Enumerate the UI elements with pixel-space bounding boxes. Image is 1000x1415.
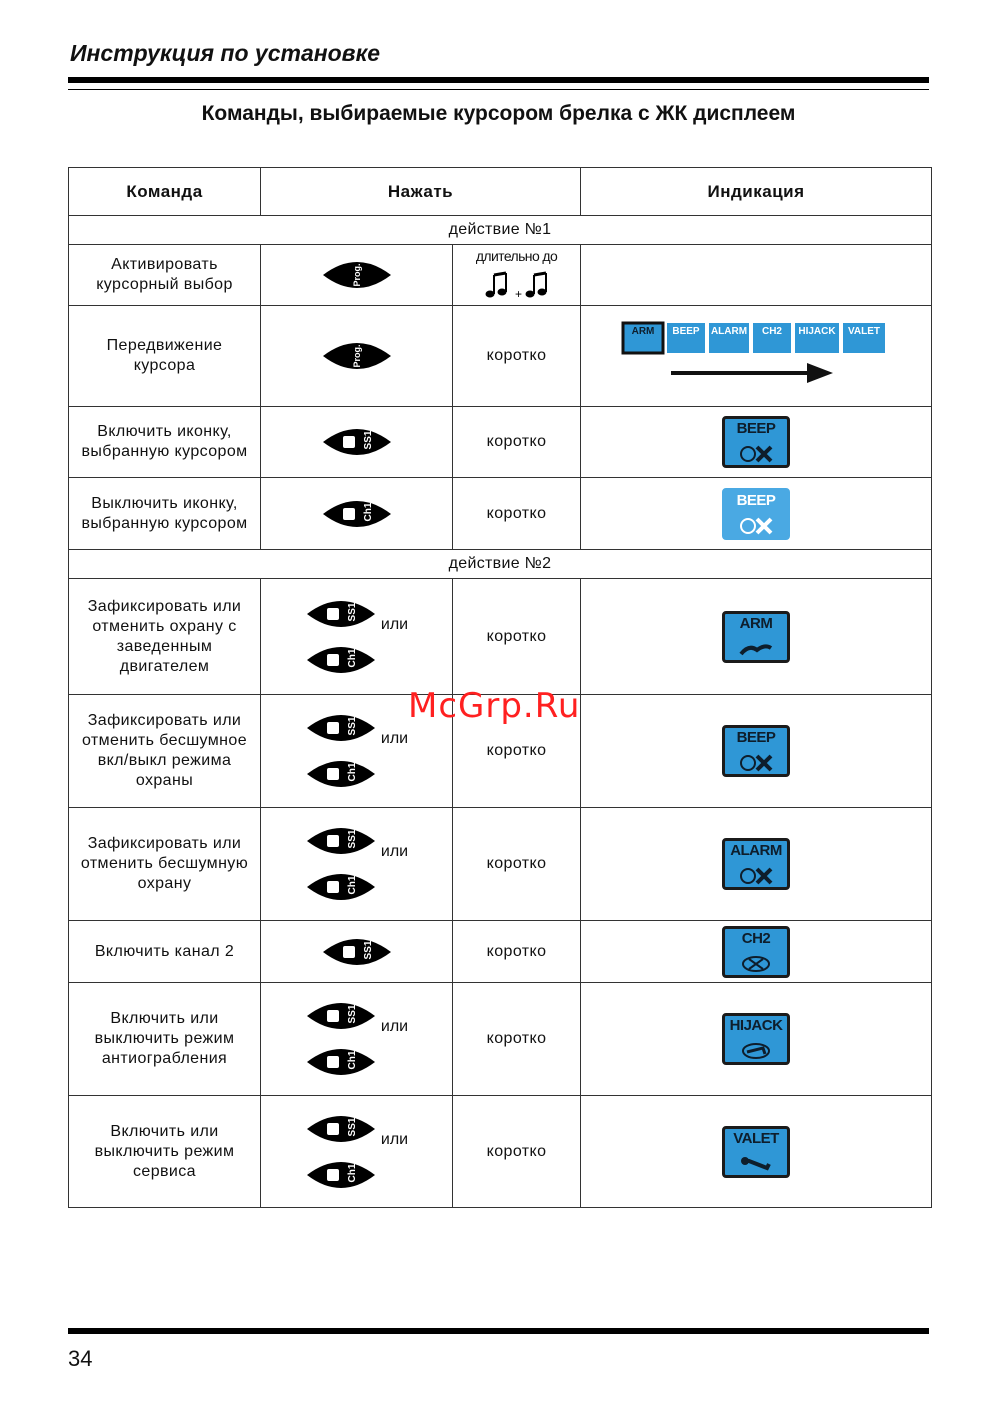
or-label: или [380,843,409,860]
command-text: Зафиксировать или отменить бесшумную охрану [69,808,261,921]
ch2-lcd-icon: CH2 [722,926,790,978]
svg-text:Ch1: Ch1 [346,1163,358,1182]
indication-cell [581,478,932,550]
table-row [69,921,932,983]
table-row [69,1096,932,1208]
svg-text:SS1: SS1 [346,602,358,621]
svg-text:+: + [514,287,522,301]
section-label: действие №2 [69,550,932,579]
command-text: Включить канал 2 [69,921,261,983]
beep-off-lcd-icon: BEEP [722,488,790,540]
header-rule [68,77,929,83]
duration-text: коротко [453,1096,581,1208]
lock-button-icon [305,708,377,748]
unlock-button-icon [305,867,377,907]
svg-text:SS1: SS1 [346,1004,358,1024]
hijack-lcd-icon: HIJACK [722,1013,790,1065]
command-text: Выключить иконку, выбранную курсором [69,478,261,550]
lock-or-unlock-cell [261,579,453,695]
svg-text:SS1: SS1 [346,829,358,849]
indication-cell [581,921,932,983]
svg-text:Ch1: Ch1 [346,648,358,667]
strip-label-arm: ARM [631,326,655,337]
svg-text:SS1: SS1 [346,716,358,736]
command-text: Включить или выключить режим сервиса [69,1096,261,1208]
lock-button-icon [321,932,393,972]
alarm-lcd-icon: ALARM [722,838,790,890]
footer-rule [68,1328,929,1334]
lock-button-icon [305,996,377,1036]
valet-lcd-icon: VALET [722,1126,790,1178]
duration-text: коротко [453,983,581,1096]
svg-text:Ch1: Ch1 [346,1050,358,1070]
arm-lcd-icon: ARM [722,611,790,663]
prog-button-label: Prog. [351,263,362,287]
prog-button-cell [261,306,453,407]
unlock-button-icon [305,754,377,794]
svg-text:Ch1: Ch1 [346,762,358,782]
table-row [69,983,932,1096]
lock-button-icon [321,422,393,462]
or-label: или [380,730,409,747]
unlock-button-icon [305,1155,377,1195]
strip-label-ch2: CH2 [762,326,783,337]
melody-icon [482,270,552,302]
unlock-button-icon [305,1042,377,1082]
svg-text:Ch1: Ch1 [346,875,358,895]
indication-cell [581,695,932,808]
watermark: McGrp.Ru [408,686,581,726]
table-row [69,407,932,478]
duration-text: коротко [453,478,581,550]
lock-button-icon [305,594,377,634]
table-row [69,306,932,407]
duration-text: коротко [453,808,581,921]
duration-text: коротко [453,695,581,808]
duration-cell [453,245,581,306]
lock-button-cell [261,407,453,478]
duration-text: коротко [453,306,581,407]
indication-cell [581,808,932,921]
prog-button-icon [321,255,393,295]
indication-cell [581,407,932,478]
lock-button-icon [305,821,377,861]
lcd-icon-strip [621,321,891,391]
unlock-button-icon [305,640,377,680]
prog-button-icon [321,336,393,376]
or-label: или [380,615,409,633]
svg-text:Ch1: Ch1 [362,502,374,521]
header-rule-thin [68,89,929,90]
strip-label-alarm: ALARM [710,326,748,337]
lock-or-unlock-cell [261,808,453,921]
lock-button-cell [261,921,453,983]
strip-label-hijack: HIJACK [798,326,836,337]
duration-text: коротко [453,579,581,695]
svg-text:SS1: SS1 [362,430,374,450]
prog-button-cell [261,245,453,306]
or-label: или [380,1130,409,1148]
indication-cell [581,245,932,306]
table-row [69,808,932,921]
running-head: Инструкция по установке [70,40,381,66]
strip-label-beep: BEEP [672,326,700,337]
duration-text: коротко [453,921,581,983]
lock-button-icon [305,1109,377,1149]
table-row [69,478,932,550]
command-text: Включить иконку, выбранную курсором [69,407,261,478]
column-header-indication: Индикация [581,168,932,216]
strip-label-valet: VALET [847,326,881,337]
command-text: Зафиксировать или отменить бесшумное вкл/выкл режима охраны [69,695,261,808]
duration-text: коротко [453,407,581,478]
duration-text: длительно до [475,248,558,264]
icon-strip-cell [581,306,932,407]
beep-lcd-icon: BEEP [722,725,790,777]
command-text: Активировать курсорный выбор [69,245,261,306]
indication-cell [581,1096,932,1208]
svg-text:SS1: SS1 [346,1117,358,1136]
page-number: 34 [68,1346,93,1371]
page-title: Команды, выбираемые курсором брелка с ЖК дисплеем [201,102,796,125]
unlock-button-cell [261,478,453,550]
indication-cell [581,983,932,1096]
svg-text:Prog.: Prog. [351,344,362,368]
command-text: Передвижение курсора [69,306,261,407]
indication-cell [581,579,932,695]
svg-text:SS1: SS1 [362,940,374,959]
column-header-press: Нажать [261,168,581,216]
section-label: действие №1 [69,216,932,245]
table-row [69,579,932,695]
unlock-button-icon [321,494,393,534]
lock-or-unlock-cell [261,983,453,1096]
beep-lcd-icon: BEEP [722,416,790,468]
lock-or-unlock-cell [261,1096,453,1208]
or-label: или [380,1018,409,1035]
command-text: Зафиксировать или отменить охрану с заведенным двигателем [69,579,261,695]
command-text: Включить или выключить режим антиограбления [69,983,261,1096]
table-row [69,245,932,306]
column-header-command: Команда [69,168,261,216]
